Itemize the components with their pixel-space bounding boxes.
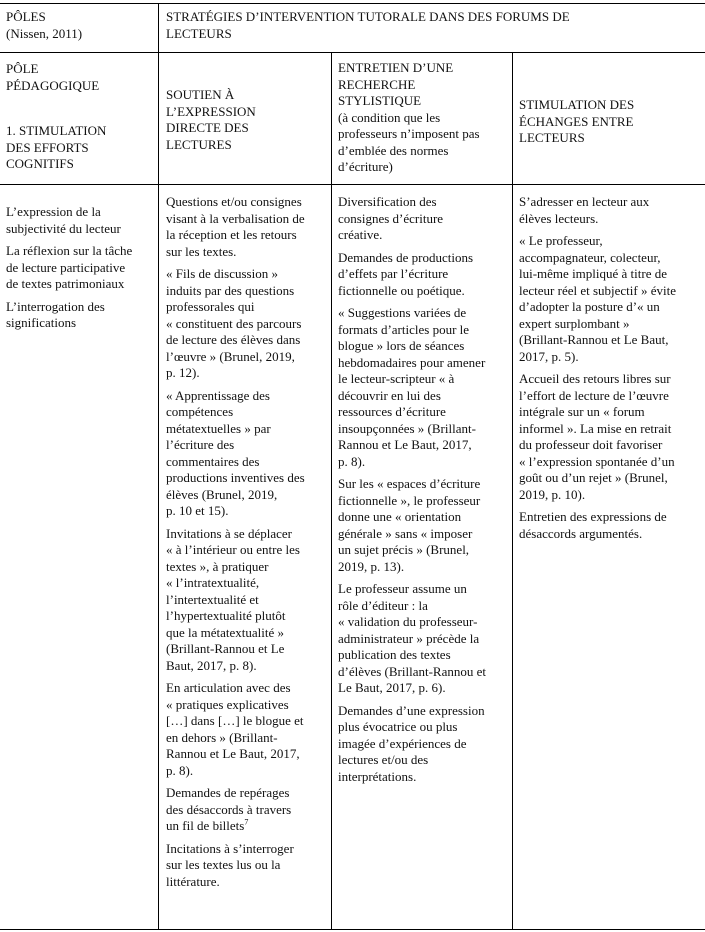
text-line: significations	[6, 315, 77, 330]
paragraph	[519, 194, 703, 227]
text-line: blogue » lors de séances	[338, 338, 465, 353]
left-item	[6, 299, 156, 332]
text-line	[166, 818, 328, 835]
column-header-entretien	[338, 60, 510, 176]
text-line: (Brillant-Rannou et Le Baut,	[519, 332, 669, 347]
paragraph	[338, 703, 510, 786]
text-line: fictionnelle », le professeur	[338, 492, 481, 508]
text-line: d’adopter la posture d’« un	[519, 299, 660, 314]
text-line: le lecteur-scripteur « à	[338, 371, 455, 386]
table-title	[166, 9, 701, 42]
text-line: littérature.	[166, 873, 220, 889]
paragraph	[338, 305, 510, 470]
text-line: « l’intratextualité,	[166, 575, 260, 590]
text-line: en dehors » (Brillant-	[166, 729, 278, 745]
text-line: « Fils de discussion »	[166, 266, 278, 281]
column-divider-2	[331, 52, 332, 930]
col-stimulation-body	[519, 194, 703, 548]
text-line: d’élèves (Brillant-Rannou et	[338, 663, 487, 679]
header-line: (à condition que les	[338, 109, 441, 125]
text-line: Questions et/ou consignes	[166, 194, 302, 209]
left-item	[6, 204, 156, 237]
text-line: compétences	[166, 404, 234, 419]
text-line: L’interrogation des	[6, 298, 105, 314]
header-line: SOUTIEN À	[166, 87, 235, 102]
text-line: de textes patrimoniaux	[6, 276, 125, 291]
text-line: « à l’intérieur ou entre les	[166, 542, 300, 557]
text-line: du professeur doit favoriser	[519, 437, 663, 452]
paragraph	[166, 680, 328, 779]
top-rule	[0, 3, 705, 4]
text-line: découvrir en lui des	[338, 387, 441, 403]
text-line: productions inventives des	[166, 470, 305, 485]
text-line: générale » sans « imposer	[338, 525, 473, 541]
column-divider-1	[158, 3, 159, 930]
poles-header	[6, 9, 156, 42]
stim-line3: COGNITIFS	[6, 156, 74, 171]
col-entretien-body	[338, 194, 510, 791]
text-line: fictionnelle ou poétique.	[338, 282, 465, 298]
text-line: lui-même impliqué à titre de	[519, 266, 668, 281]
text-line: informel ». La mise en retrait	[519, 420, 672, 436]
text-line: expert surplombant »	[519, 315, 630, 331]
text-line: Rannou et Le Baut, 2017,	[166, 746, 300, 761]
text-line: Le professeur assume un	[338, 581, 467, 596]
left-item	[6, 243, 156, 293]
header-line: LECTURES	[166, 136, 232, 152]
column-divider-3	[512, 52, 513, 930]
text-line: donne une « orientation	[338, 509, 462, 524]
text-line: « l’expression spontanée d’un	[519, 453, 675, 469]
text-line: insoupçonnées » (Brillant-	[338, 420, 476, 436]
text-line: de lecture des élèves dans	[166, 332, 301, 347]
text-line: 2019, p. 13).	[338, 558, 405, 574]
text-line: 2019, p. 10).	[519, 486, 586, 502]
text-line: « constituent des parcours	[166, 315, 302, 331]
text-line: « Le professeur,	[519, 233, 603, 248]
text-line: Rannou et Le Baut, 2017,	[338, 437, 472, 452]
text-line: Baut, 2017, p. 8).	[166, 657, 257, 673]
header-line: STIMULATION DES	[519, 97, 635, 112]
text-line: S’adresser en lecteur aux	[519, 194, 650, 209]
text-line: p. 8).	[338, 453, 366, 469]
stimulation-heading	[6, 123, 156, 173]
text-line: En articulation avec des	[166, 680, 291, 695]
text-line: p. 12).	[166, 365, 200, 380]
text-line: commentaires des	[166, 453, 260, 469]
text-line: Le Baut, 2017, p. 6).	[338, 680, 446, 695]
table-title-line2: LECTEURS	[166, 25, 232, 41]
text-line: subjectivité du lecteur	[6, 220, 121, 236]
text-line: l’œuvre » (Brunel, 2019,	[166, 348, 295, 364]
paragraph	[519, 233, 703, 365]
text-line-content: un fil de billets	[166, 818, 245, 833]
paragraph	[338, 194, 510, 244]
text-line: Demandes de productions	[338, 249, 474, 265]
paragraph	[338, 250, 510, 300]
header-line: ÉCHANGES ENTRE	[519, 113, 634, 129]
text-line: un sujet précis » (Brunel,	[338, 542, 470, 557]
header-line: ENTRETIEN D’UNE	[338, 60, 454, 75]
header-line: LECTEURS	[519, 130, 585, 145]
text-line: de lecture participative	[6, 259, 126, 275]
text-line: que la métatextualité »	[166, 624, 285, 640]
paragraph	[166, 388, 328, 520]
text-line: Incitations à s’interroger	[166, 840, 294, 856]
text-line: professorales qui	[166, 299, 255, 314]
text-line: Invitations à se déplacer	[166, 525, 292, 541]
text-line: L’expression de la	[6, 204, 101, 219]
header-line: RECHERCHE	[338, 76, 416, 92]
text-line: 2017, p. 5).	[519, 348, 579, 364]
text-line: sur les textes lus ou la	[166, 857, 281, 872]
text-line: (Brillant-Rannou et Le	[166, 641, 285, 656]
text-line: lecteur réel et subjectif » évite	[519, 282, 677, 298]
text-line: Demandes de repérages	[166, 785, 290, 800]
text-line: créative.	[338, 227, 383, 242]
paragraph	[166, 841, 328, 891]
paragraph	[338, 476, 510, 575]
left-items	[6, 204, 156, 338]
text-line: l’effort de lecture de l’œuvre	[519, 387, 669, 403]
paragraph	[166, 266, 328, 382]
text-line: d’effets par l’écriture	[338, 266, 449, 281]
text-line: « Apprentissage des	[166, 387, 270, 403]
text-line: intégrale sur un « forum	[519, 404, 645, 419]
paragraph	[166, 194, 328, 260]
text-line: consignes d’écriture	[338, 210, 444, 226]
table-title-line1: STRATÉGIES D’INTERVENTION TUTORALE DANS DES FORUMS DE	[166, 9, 570, 24]
paragraph	[166, 785, 328, 835]
text-line: Sur les « espaces d’écriture	[338, 476, 481, 491]
stim-line1: 1. STIMULATION	[6, 123, 107, 138]
header-rule	[0, 52, 705, 53]
footnote-mark: 7	[244, 817, 249, 827]
text-line: élèves (Brunel, 2019,	[166, 486, 278, 502]
text-line: imagée d’expériences de	[338, 735, 467, 751]
poles-source: (Nissen, 2011)	[6, 25, 83, 41]
bottom-rule	[0, 929, 705, 930]
text-line: métatextuelles » par	[166, 420, 271, 436]
text-line: des désaccords à travers	[166, 801, 292, 817]
poles-label: PÔLES	[6, 9, 46, 24]
text-line: p. 10 et 15).	[166, 503, 229, 518]
paragraph	[519, 371, 703, 503]
text-line: visant à la verbalisation de	[166, 210, 305, 226]
text-line: Diversification des	[338, 194, 437, 209]
column-header-soutien	[166, 87, 328, 153]
text-line: induits par des questions	[166, 282, 295, 298]
col-soutien-body	[166, 194, 328, 896]
text-line: lectures et/ou des	[338, 752, 429, 767]
header-line: d’emblée des normes	[338, 142, 449, 158]
text-line: p. 8).	[166, 762, 194, 778]
text-line: l’écriture des	[166, 437, 235, 452]
text-line: administrateur » précède la	[338, 630, 480, 646]
subheader-rule	[0, 184, 705, 185]
text-line: formats d’articles pour le	[338, 321, 470, 337]
text-line: La réflexion sur la tâche	[6, 243, 133, 258]
text-line: publication des textes	[338, 647, 451, 662]
stim-line2: DES EFFORTS	[6, 139, 89, 155]
header-line: d’écriture)	[338, 159, 393, 174]
header-line: professeurs n’imposent pas	[338, 126, 480, 141]
text-line: interprétations.	[338, 768, 417, 784]
text-line: « Suggestions variées de	[338, 305, 467, 320]
paragraph	[338, 581, 510, 697]
paragraph	[166, 526, 328, 675]
text-line: Entretien des expressions de	[519, 509, 667, 524]
text-line: la réception et les retours	[166, 227, 297, 242]
text-line: sur les textes.	[166, 243, 237, 259]
text-line: « pratiques explicatives	[166, 696, 289, 712]
text-line: « validation du professeur-	[338, 614, 478, 629]
header-line: STYLISTIQUE	[338, 93, 422, 108]
text-line: accompagnateur, colecteur,	[519, 249, 661, 265]
text-line: rôle d’éditeur : la	[338, 597, 428, 613]
text-line: ressources d’écriture	[338, 404, 446, 419]
text-line: l’hypertextualité plutôt	[166, 608, 286, 623]
text-line: goût ou d’un rejet » (Brunel,	[519, 470, 668, 485]
text-line: Demandes d’une expression	[338, 702, 485, 718]
column-header-stimulation	[519, 97, 701, 147]
header-line: DIRECTE DES	[166, 120, 249, 135]
text-line: plus évocatrice ou plus	[338, 719, 458, 734]
header-line: L’EXPRESSION	[166, 103, 256, 119]
text-line: hebdomadaires pour amener	[338, 354, 486, 370]
text-line: désaccords argumentés.	[519, 525, 643, 541]
text-line: […] dans […] le blogue et	[166, 713, 304, 728]
text-line: Accueil des retours libres sur	[519, 371, 671, 386]
pole-pedagogique	[6, 61, 156, 94]
text-line: l’intertextualité et	[166, 591, 259, 607]
paragraph	[519, 509, 703, 542]
pole-line2: PÉDAGOGIQUE	[6, 77, 100, 93]
text-line: textes », à pratiquer	[166, 558, 269, 574]
pole-line1: PÔLE	[6, 61, 39, 76]
text-line: élèves lecteurs.	[519, 210, 599, 226]
